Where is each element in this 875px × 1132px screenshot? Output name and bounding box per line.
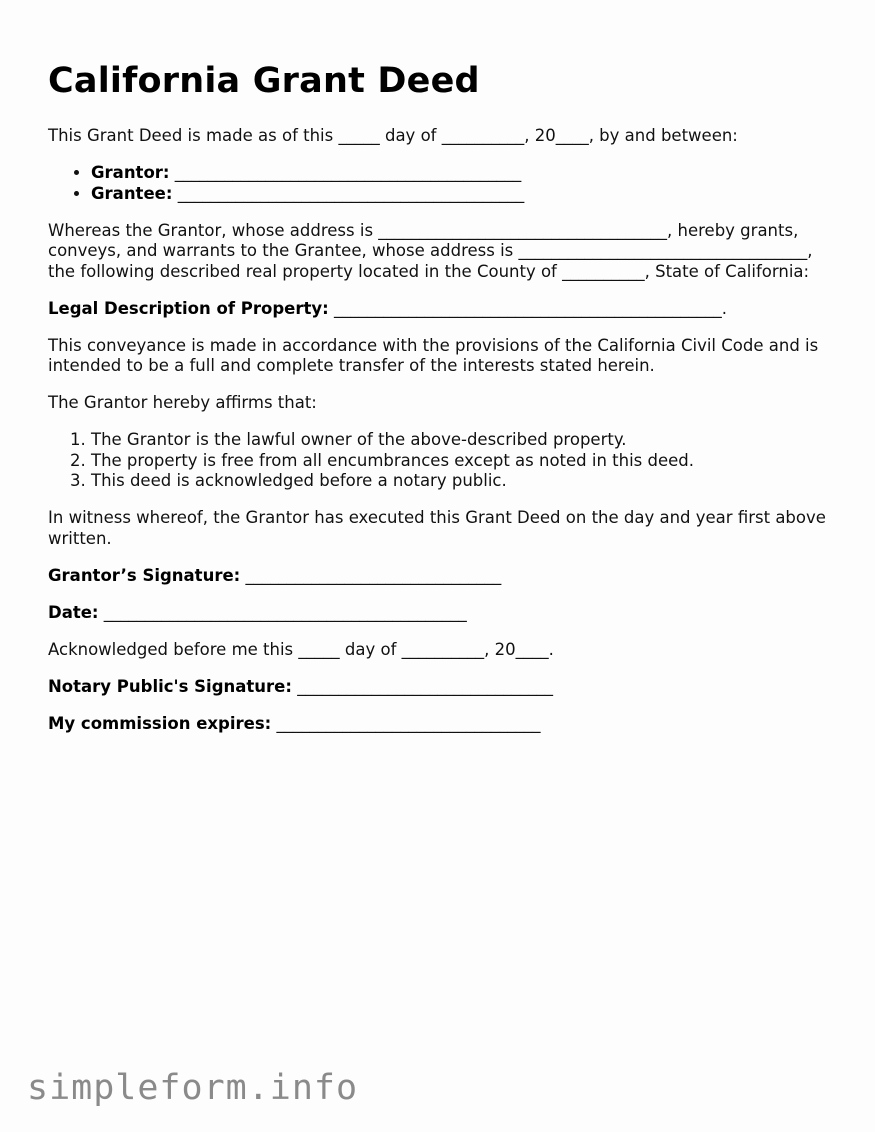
- legal-description-blank: _______________________________________________.: [333, 298, 727, 318]
- page-title: California Grant Deed: [48, 61, 480, 101]
- affirmation-item: 2. The property is free from all encumbrances except as noted in this deed.: [91, 451, 838, 472]
- parties-list: [48, 163, 838, 204]
- conveyance-paragraph: This conveyance is made in accordance with the provisions of the California Civil Code and is intended to be a full and complete transfer of the interests stated herein.: [48, 335, 819, 375]
- notary-signature-blank: _______________________________: [297, 676, 553, 696]
- date-line: [48, 603, 838, 624]
- acknowledgement-paragraph: Acknowledged before me this _____ day of __________, 20____.: [48, 639, 554, 659]
- affirmation-item: 3. This deed is acknowledged before a notary public.: [91, 471, 838, 492]
- deed-document: [48, 58, 838, 751]
- commission-line: [48, 714, 838, 735]
- grantor-signature-blank: _______________________________: [245, 565, 502, 585]
- party-grantor: [91, 163, 838, 184]
- affirmations-list: [48, 430, 838, 492]
- grantee-blank: __________________________________________: [177, 183, 525, 203]
- notary-signature-label: Notary Public's Signature:: [48, 676, 292, 696]
- grantor-signature-label: Grantor’s Signature:: [48, 565, 241, 585]
- date-label: Date:: [48, 602, 99, 622]
- notary-signature-line: [48, 677, 838, 698]
- grantee-label: Grantee:: [91, 183, 173, 203]
- legal-description-label: Legal Description of Property:: [48, 298, 329, 318]
- affirmation-item: 1. The Grantor is the lawful owner of the above-described property.: [91, 430, 838, 451]
- witness-paragraph: In witness whereof, the Grantor has executed this Grant Deed on the day and year first above written.: [48, 508, 826, 548]
- party-grantee: [91, 184, 838, 205]
- grantor-blank: __________________________________________: [174, 163, 522, 182]
- legal-description: [48, 299, 838, 320]
- grantor-signature-line: [48, 566, 838, 587]
- commission-blank: ________________________________: [276, 713, 541, 733]
- grantor-label: Grantor:: [91, 163, 170, 182]
- affirm-intro: The Grantor hereby affirms that:: [48, 393, 317, 412]
- commission-label: My commission expires:: [48, 713, 272, 733]
- intro-paragraph: This Grant Deed is made as of this _____ day of __________, 20____, by and between:: [48, 126, 738, 145]
- watermark-text: simpleform.info: [27, 1068, 359, 1108]
- date-blank: ____________________________________________: [103, 602, 467, 622]
- whereas-paragraph: Whereas the Grantor, whose address is ___________________________________, hereby grants, conveys, and warrants to the Grantee, whose address is ___________________________________, the following described real property located in the County of __________, State of California:: [48, 220, 813, 281]
